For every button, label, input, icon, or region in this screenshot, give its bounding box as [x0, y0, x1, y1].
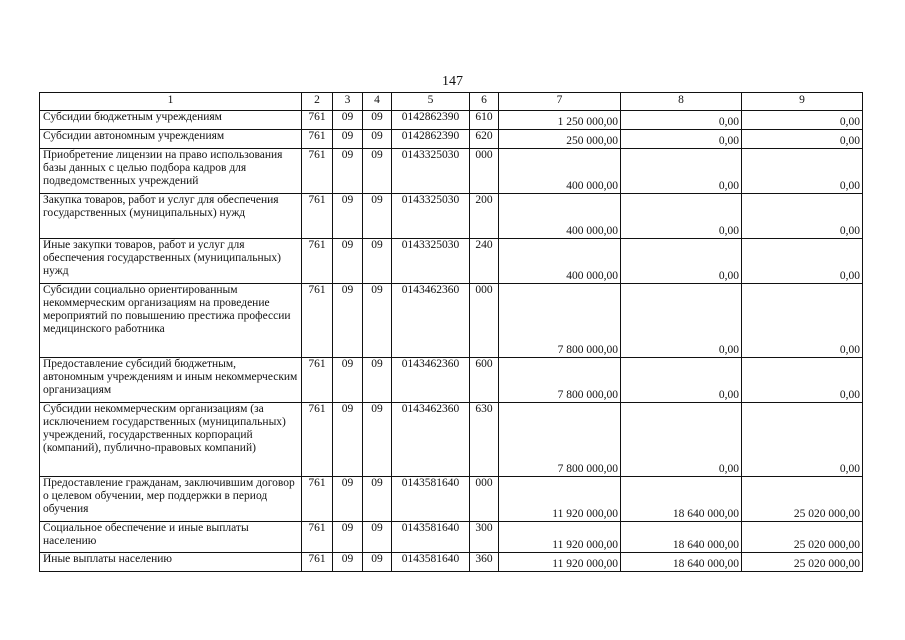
target-article-code: 0143581640 [392, 522, 470, 553]
amount-year-3: 0,00 [742, 194, 863, 239]
header-cell: 7 [499, 93, 621, 111]
amount-year-2: 0,00 [621, 194, 742, 239]
chapter-code: 761 [302, 130, 333, 149]
chapter-code: 761 [302, 194, 333, 239]
expense-type-code: 000 [470, 284, 499, 358]
target-article-code: 0143325030 [392, 194, 470, 239]
table-row [40, 284, 863, 358]
chapter-code: 761 [302, 111, 333, 130]
amount-year-3: 0,00 [742, 149, 863, 194]
target-article-code: 0142862390 [392, 130, 470, 149]
chapter-code: 761 [302, 284, 333, 358]
amount-year-3: 25 020 000,00 [742, 477, 863, 522]
amount-year-2: 0,00 [621, 239, 742, 284]
row-name: Социальное обеспечение и иные выплаты населению [40, 522, 302, 553]
row-name: Закупка товаров, работ и услуг для обеспечения государственных (муниципальных) нужд [40, 194, 302, 239]
expense-type-code: 620 [470, 130, 499, 149]
chapter-code: 761 [302, 553, 333, 572]
page-number: 147 [442, 74, 463, 89]
expense-type-code: 240 [470, 239, 499, 284]
target-article-code: 0143581640 [392, 553, 470, 572]
subsection-code: 09 [363, 111, 392, 130]
table-row [40, 130, 863, 149]
subsection-code: 09 [363, 149, 392, 194]
chapter-code: 761 [302, 239, 333, 284]
section-code: 09 [333, 358, 363, 403]
subsection-code: 09 [363, 194, 392, 239]
amount-year-3: 0,00 [742, 111, 863, 130]
amount-year-1: 1 250 000,00 [499, 111, 621, 130]
chapter-code: 761 [302, 149, 333, 194]
amount-year-1: 400 000,00 [499, 194, 621, 239]
subsection-code: 09 [363, 239, 392, 284]
amount-year-1: 11 920 000,00 [499, 553, 621, 572]
row-name: Предоставление гражданам, заключившим договор о целевом обучении, мер поддержки в период обучения [40, 477, 302, 522]
amount-year-1: 400 000,00 [499, 149, 621, 194]
header-cell: 9 [742, 93, 863, 111]
amount-year-1: 250 000,00 [499, 130, 621, 149]
table-row [40, 111, 863, 130]
expense-type-code: 630 [470, 403, 499, 477]
table-row [40, 149, 863, 194]
section-code: 09 [333, 284, 363, 358]
section-code: 09 [333, 553, 363, 572]
subsection-code: 09 [363, 130, 392, 149]
subsection-code: 09 [363, 522, 392, 553]
header-cell: 5 [392, 93, 470, 111]
amount-year-3: 25 020 000,00 [742, 553, 863, 572]
subsection-code: 09 [363, 553, 392, 572]
header-cell: 8 [621, 93, 742, 111]
amount-year-1: 7 800 000,00 [499, 403, 621, 477]
chapter-code: 761 [302, 477, 333, 522]
subsection-code: 09 [363, 477, 392, 522]
amount-year-1: 7 800 000,00 [499, 284, 621, 358]
chapter-code: 761 [302, 403, 333, 477]
header-cell: 3 [333, 93, 363, 111]
amount-year-2: 0,00 [621, 149, 742, 194]
amount-year-2: 18 640 000,00 [621, 553, 742, 572]
amount-year-1: 400 000,00 [499, 239, 621, 284]
amount-year-3: 0,00 [742, 239, 863, 284]
amount-year-2: 0,00 [621, 403, 742, 477]
amount-year-3: 0,00 [742, 284, 863, 358]
row-name: Субсидии автономным учреждениям [40, 130, 302, 149]
amount-year-2: 18 640 000,00 [621, 522, 742, 553]
amount-year-3: 0,00 [742, 403, 863, 477]
header-cell: 6 [470, 93, 499, 111]
amount-year-3: 25 020 000,00 [742, 522, 863, 553]
expense-type-code: 360 [470, 553, 499, 572]
amount-year-2: 18 640 000,00 [621, 477, 742, 522]
amount-year-1: 11 920 000,00 [499, 477, 621, 522]
expense-type-code: 000 [470, 477, 499, 522]
header-cell: 2 [302, 93, 333, 111]
section-code: 09 [333, 149, 363, 194]
row-name: Субсидии социально ориентированным некоммерческим организациям на проведение мероприятий по повышению престижа профессии медицинского работника [40, 284, 302, 358]
row-name: Субсидии некоммерческим организациям (за исключением государственных (муниципальных) учреждений, государственных корпораций (компаний), публично-правовых компаний) [40, 403, 302, 477]
target-article-code: 0143462360 [392, 403, 470, 477]
table-row [40, 358, 863, 403]
table-row [40, 239, 863, 284]
amount-year-2: 0,00 [621, 284, 742, 358]
target-article-code: 0143462360 [392, 358, 470, 403]
row-name: Иные выплаты населению [40, 553, 302, 572]
chapter-code: 761 [302, 358, 333, 403]
amount-year-2: 0,00 [621, 111, 742, 130]
target-article-code: 0143325030 [392, 149, 470, 194]
table-row [40, 522, 863, 553]
table-row [40, 403, 863, 477]
section-code: 09 [333, 477, 363, 522]
table-row [40, 553, 863, 572]
table-header-row [40, 93, 863, 111]
chapter-code: 761 [302, 522, 333, 553]
row-name: Иные закупки товаров, работ и услуг для обеспечения государственных (муниципальных) нужд [40, 239, 302, 284]
row-name: Предоставление субсидий бюджетным, автономным учреждениям и иным некоммерческим организациям [40, 358, 302, 403]
amount-year-1: 7 800 000,00 [499, 358, 621, 403]
section-code: 09 [333, 522, 363, 553]
section-code: 09 [333, 194, 363, 239]
header-cell: 1 [40, 93, 302, 111]
target-article-code: 0143581640 [392, 477, 470, 522]
expense-type-code: 000 [470, 149, 499, 194]
expense-type-code: 600 [470, 358, 499, 403]
target-article-code: 0143462360 [392, 284, 470, 358]
section-code: 09 [333, 403, 363, 477]
subsection-code: 09 [363, 284, 392, 358]
row-name: Субсидии бюджетным учреждениям [40, 111, 302, 130]
table-row [40, 477, 863, 522]
amount-year-1: 11 920 000,00 [499, 522, 621, 553]
amount-year-2: 0,00 [621, 130, 742, 149]
budget-table [39, 92, 863, 572]
expense-type-code: 300 [470, 522, 499, 553]
table-row [40, 194, 863, 239]
amount-year-3: 0,00 [742, 358, 863, 403]
row-name: Приобретение лицензии на право использования базы данных с целью подбора кадров для подведомственных учреждений [40, 149, 302, 194]
section-code: 09 [333, 111, 363, 130]
amount-year-2: 0,00 [621, 358, 742, 403]
expense-type-code: 200 [470, 194, 499, 239]
target-article-code: 0143325030 [392, 239, 470, 284]
target-article-code: 0142862390 [392, 111, 470, 130]
section-code: 09 [333, 239, 363, 284]
subsection-code: 09 [363, 358, 392, 403]
subsection-code: 09 [363, 403, 392, 477]
section-code: 09 [333, 130, 363, 149]
header-cell: 4 [363, 93, 392, 111]
amount-year-3: 0,00 [742, 130, 863, 149]
expense-type-code: 610 [470, 111, 499, 130]
